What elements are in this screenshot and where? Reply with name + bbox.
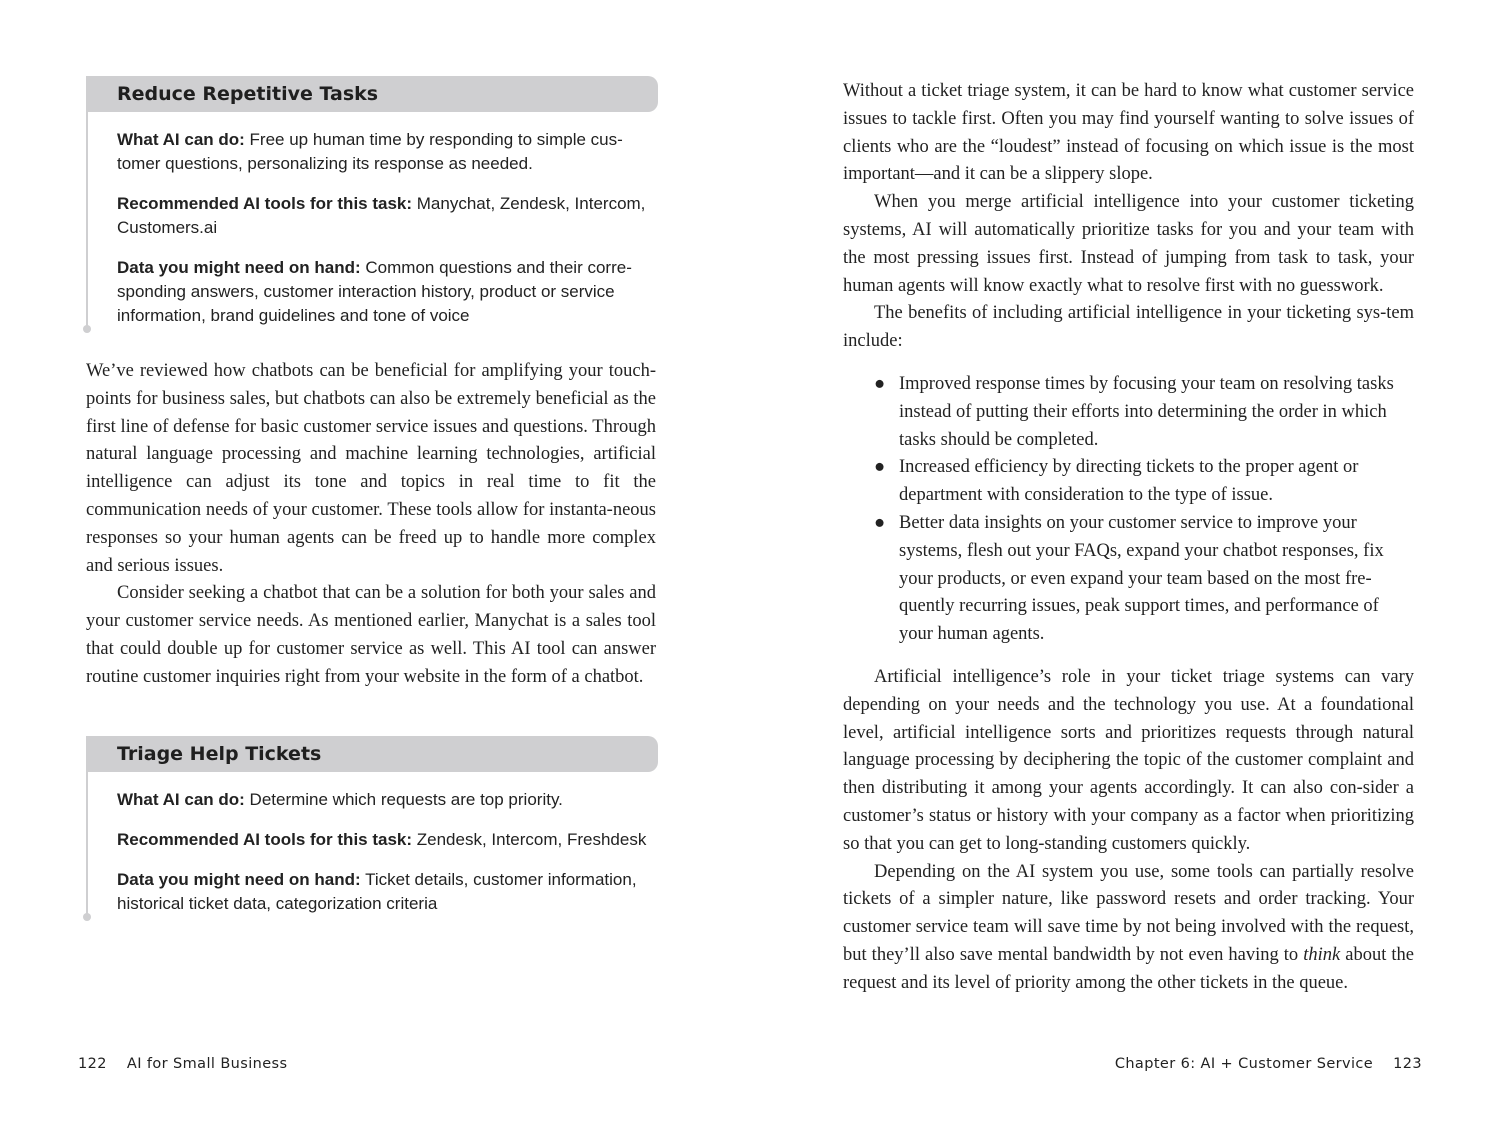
box-item-recommended-tools: Recommended AI tools for this task: Zendesk, Intercom, Freshdesk [117,830,647,849]
bullet-icon: ● [874,373,886,394]
list-item: ● Increased efficiency by directing tickets to the proper agent or department with consideration to the type of issue. [899,454,1414,510]
list-item: ● Improved response times by focusing your team on resolving tasks instead of putting their efforts into determining the order in which tasks should be completed. [899,371,1414,454]
bullet-icon: ● [874,512,886,533]
page-number: 122 [78,1056,107,1072]
box-body [86,772,658,916]
box-rule-end-dot [83,913,91,921]
paragraph: The benefits of including artificial intelligence in your ticketing sys-tem include: [843,303,1414,352]
box-title: Triage Help Tickets [86,736,658,772]
right-body-text [843,78,1414,998]
running-head: Chapter 6: AI + Customer Service [1114,1056,1374,1072]
box-title: Reduce Repetitive Tasks [86,76,658,112]
box-item-data-on-hand: Data you might need on hand: Ticket details, customer information, historical ticket data, categorization criteria [117,870,637,913]
emphasis: think [1303,944,1341,965]
box-item-what-ai-can-do: What AI can do: Free up human time by responding to simple cus-tomer questions, personalizing its response as needed. [117,130,623,173]
left-footer [78,1056,287,1072]
left-body-text [86,358,656,692]
box-rule [86,112,88,328]
sidebar-box-triage-help-tickets [86,736,658,916]
right-page [750,0,1500,1125]
paragraph: When you merge artificial intelligence into your customer ticketing systems, AI will automatically prioritize tasks for you and your team with the most pressing issues first. Instead of jumping from task to task, your human agents will know exactly what to resolve first with no guesswork. [843,192,1414,296]
page-number: 123 [1393,1056,1422,1072]
sidebar-box-reduce-repetitive-tasks [86,76,658,328]
benefits-list [843,371,1414,649]
paragraph: Artificial intelligence’s role in your ticket triage systems can vary depending on your needs and the technology you use. At a foundational level, artificial intelligence sorts and prioritizes requests through natural language processing by deciphering the topic of the customer complaint and then distributing it among your agents accordingly. It can also con-sider a customer’s status or history with your company as a factor when prioritizing so that you can get to long-standing customers quickly. [843,666,1414,854]
paragraph: Without a ticket triage system, it can be hard to know what customer service issues to tackle first. Often you may find yourself wanting to solve issues of clients who are the “loudest” instead of focusing on which issue is the most important—and it can be a slippery slope. [843,81,1414,185]
running-head: AI for Small Business [126,1056,288,1072]
box-body [86,112,658,328]
paragraph: We’ve reviewed how chatbots can be beneficial for amplifying your touch-points for business sales, but chatbots can also be extremely beneficial as the first line of defense for basic customer service issues and questions. Through natural language processing and machine learning technologies, artificial intelligence can adjust its tone and topics in real time to fit the communication needs of your customer. These tools allow for instanta-neous responses so your human agents can be freed up to handle more complex and serious issues. [86,361,656,576]
box-rule-end-dot [83,325,91,333]
box-item-recommended-tools: Recommended AI tools for this task: Manychat, Zendesk, Intercom, Customers.ai [117,194,646,237]
list-item: ● Better data insights on your customer service to improve your systems, flesh out your FAQs, expand your chatbot responses, fix your products, or even expand your team based on the most fre-quently recurring issues, peak support times, and performance of your human agents. [899,510,1414,649]
paragraph: Depending on the AI system you use, some tools can partially resolve tickets of a simpler nature, like password resets and order tracking. Your customer service team will save time by not being involved with the request, but they’ll also save mental bandwidth by not even having to think about the request and its level of priority among the other tickets in the queue. [843,861,1415,993]
box-rule [86,772,88,916]
paragraph: Consider seeking a chatbot that can be a solution for both your sales and your customer service needs. As mentioned earlier, Manychat is a sales tool that could double up for customer service as well. This AI tool can answer routine customer inquiries right from your website in the form of a chatbot. [86,583,656,687]
right-footer [1115,1056,1422,1072]
box-item-what-ai-can-do: What AI can do: Determine which requests are top priority. [117,790,563,809]
bullet-icon: ● [874,457,886,478]
box-item-data-on-hand: Data you might need on hand: Common questions and their corre-sponding answers, customer interaction history, product or service information, brand guidelines and tone of voice [117,258,632,325]
